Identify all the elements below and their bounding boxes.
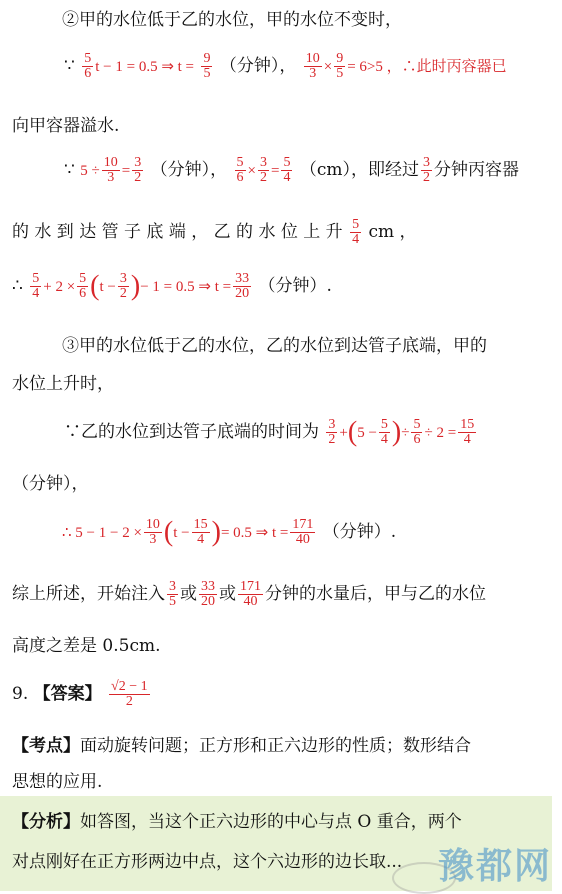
line-1: ②甲的水位低于乙的水位，甲的水位不变时， (62, 10, 402, 30)
equation: t − 1 = 0.5 ⇒ t = (95, 59, 195, 75)
fraction: $\frac{171}{40}$ (292, 517, 314, 547)
line-5: 的 水 到 达 管 子 底 端 ， 乙 的 水 位 上 升 $\frac{5}{4}$ cm ， (12, 217, 417, 247)
analysis-label: 【分析】 (12, 812, 80, 832)
because-symbol: ∵ (64, 56, 75, 76)
fraction: $\frac{9}{5}$ (336, 51, 344, 81)
unit: （分钟）， (150, 160, 228, 180)
line-12: 综上所述，开始注入 $\frac{3}{5}$ 或 $\frac{33}{20}$ 或 $\frac{171}{40}$ 分钟的水量后，甲与乙的水位 (12, 579, 486, 609)
fraction: $\frac{5}{4}$ (283, 155, 291, 185)
watermark: 豫都网 (437, 846, 552, 887)
fraction: $\frac{5}{4}$ (380, 417, 388, 447)
line-4: ∵ 5 ÷ $\frac{10}{3}$ = $\frac{3}{2}$ （分钟）， $\frac{5}{6}$ × $\frac{3}{2}$ = $\frac{5}{4}$ （cm），即经过 $\frac{3}{2}$ 分钟丙容器 (64, 155, 519, 185)
fraction: $\frac{15}{4}$ (460, 417, 475, 447)
fraction: $\frac{3}{2}$ (328, 417, 336, 447)
unit: （分钟）， (219, 56, 297, 76)
line-8: 水位上升时， (12, 374, 114, 394)
answer-label: 【答案】 (33, 684, 102, 704)
fraction: $\frac{3}{2}$ (134, 155, 142, 185)
line-6: ∴ $\frac{5}{4}$ + 2 × $\frac{5}{6}$ (t − $\frac{3}{2}$ )− 1 = 0.5 ⇒ t = $\frac{33}{20}$ （分钟）. (12, 270, 332, 302)
fraction: $\frac{33}{20}$ (201, 579, 215, 609)
fraction: $\frac{5}{4}$ (352, 217, 360, 247)
fraction: $\frac{5}{6}$ (413, 417, 421, 447)
line-3: 向甲容器溢水. (12, 116, 120, 136)
line-10: （分钟）， (12, 474, 89, 494)
answer-line: 9. 【答案】 $\frac{√2 - 1}{2}$ (12, 679, 148, 709)
unit: （cm），即经过 (299, 160, 419, 180)
fraction: $\frac{5}{6}$ (84, 51, 92, 81)
equation: = 6>5 ，∴此时丙容器已 (347, 59, 507, 75)
answer-fraction: $\frac{√2 - 1}{2}$ (111, 679, 148, 709)
fraction: $\frac{5}{6}$ (236, 155, 244, 185)
fraction: $\frac{15}{4}$ (193, 517, 208, 547)
fraction: $\frac{10}{3}$ (145, 517, 160, 547)
fraction: $\frac{171}{40}$ (240, 579, 261, 609)
line-11: ∴ 5 − 1 − 2 × $\frac{10}{3}$ (t − $\frac{15}{4}$ )= 0.5 ⇒ t = $\frac{171}{40}$ （分钟）. (62, 516, 397, 548)
fraction: $\frac{3}{5}$ (169, 579, 176, 609)
fraction: $\frac{5}{6}$ (79, 271, 87, 301)
because-symbol: ∵ (64, 160, 75, 180)
line-2: ∵ $\frac{5}{6}$ t − 1 = 0.5 ⇒ t = $\frac{9}{5}$ （分钟）， $\frac{10}{3}$ × $\frac{9}{5}$ = 6>5 ，∴此时丙容器已 (64, 51, 507, 81)
fraction: $\frac{3}{2}$ (423, 155, 430, 185)
fraction: $\frac{3}{2}$ (259, 155, 267, 185)
line-16: 思想的应用. (12, 772, 103, 792)
fraction: $\frac{3}{2}$ (119, 271, 127, 301)
topic-line: 【考点】面动旋转问题；正方形和正六边形的性质；数形结合 (12, 736, 471, 756)
line-18: 对点刚好在正方形两边中点，这个六边形的边长取... (12, 852, 403, 872)
fraction: $\frac{33}{20}$ (235, 271, 250, 301)
equation: 5 ÷ (80, 163, 100, 179)
fraction: $\frac{5}{4}$ (32, 271, 40, 301)
fraction: $\frac{9}{5}$ (203, 51, 211, 81)
line-9: ∵乙的水位到达管子底端的时间为 $\frac{3}{2}$ +(5 − $\frac{5}{4}$ )÷ $\frac{5}{6}$ ÷ 2 = $\frac{15}{4}$ (64, 416, 475, 448)
line-7: ③甲的水位低于乙的水位，乙的水位到达管子底端，甲的 (62, 336, 487, 356)
fraction: $\frac{10}{3}$ (305, 51, 320, 81)
topic-label: 【考点】 (12, 736, 80, 756)
analysis-line: 【分析】如答图，当这个正六边形的中心与点 O 重合，两个 (12, 812, 462, 832)
line-13: 高度之差是 0.5cm. (12, 636, 161, 656)
fraction: $\frac{10}{3}$ (103, 155, 118, 185)
